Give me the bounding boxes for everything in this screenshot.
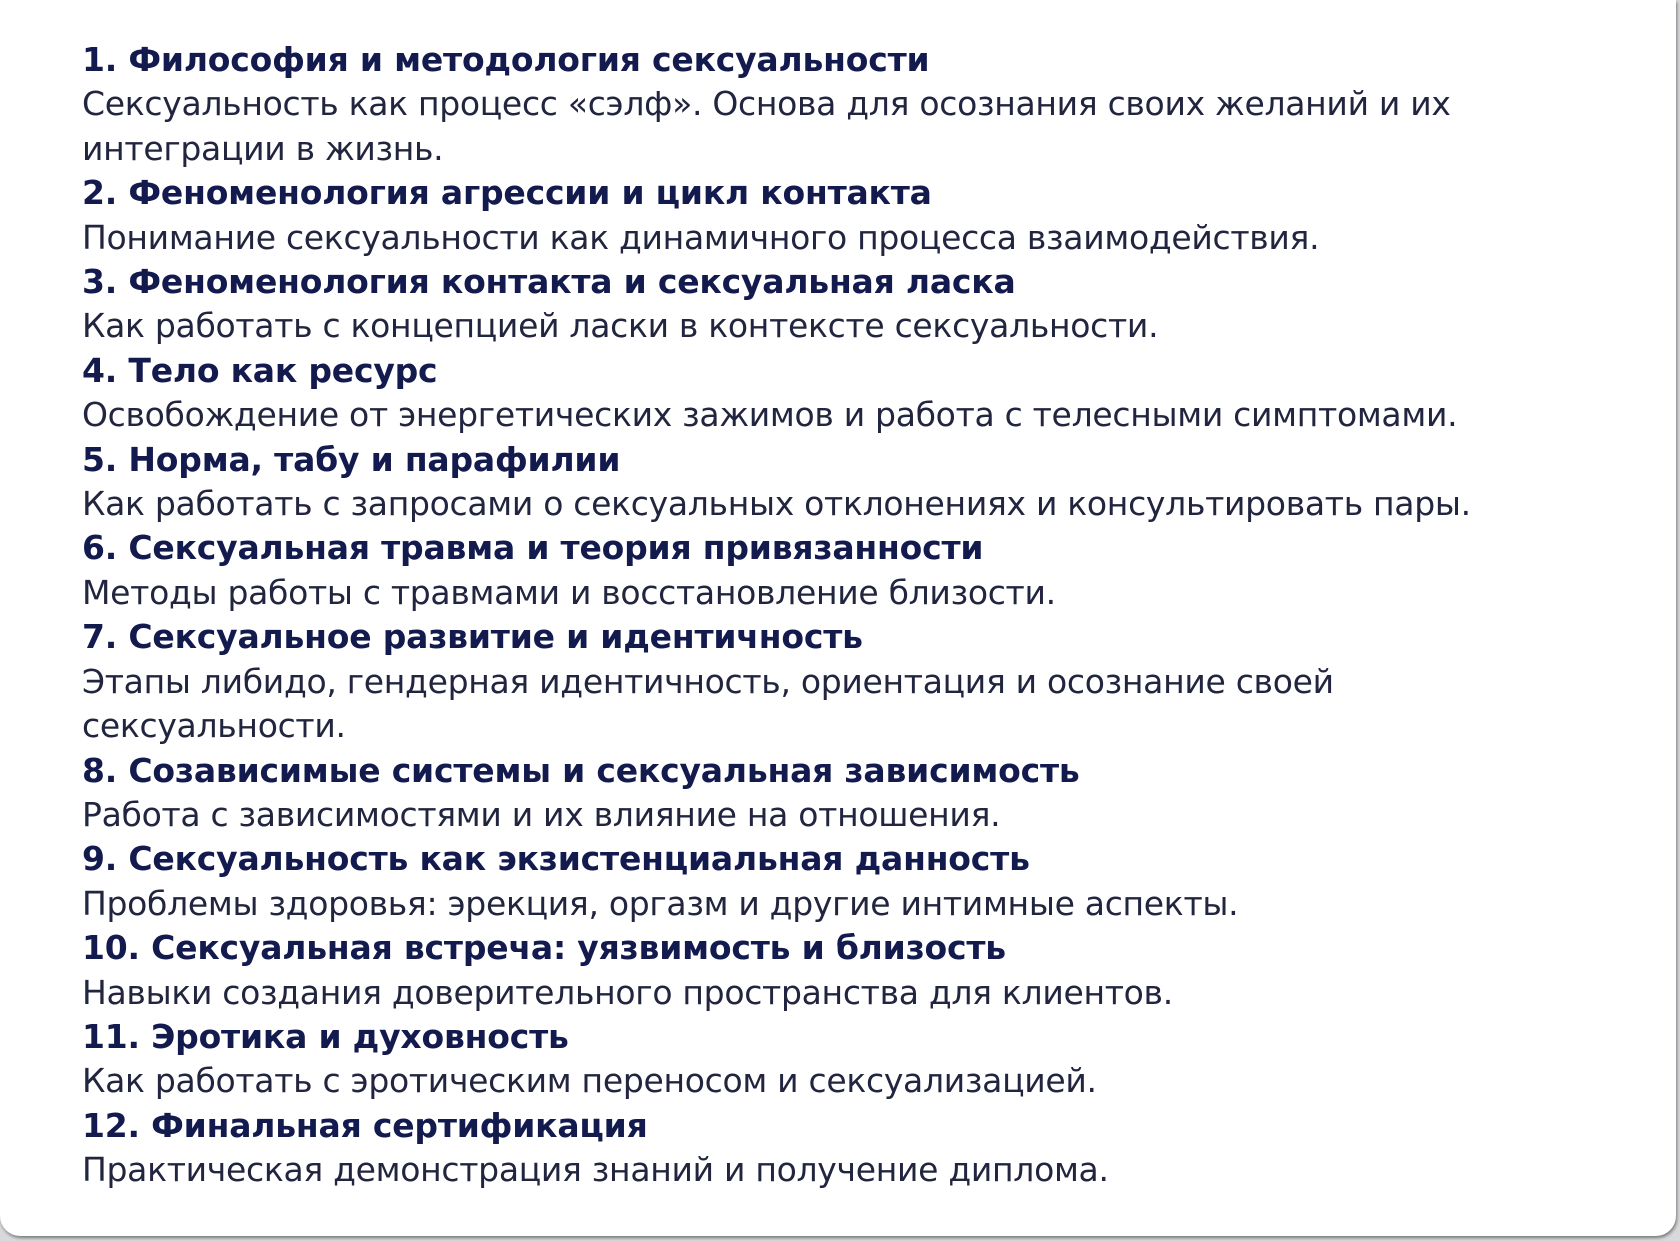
module-item <box>82 1104 1642 1193</box>
module-item <box>82 171 1642 260</box>
module-title: 12. Финальная сертификация <box>82 1105 648 1145</box>
module-title: 4. Тело как ресурс <box>82 350 438 390</box>
module-item <box>82 260 1642 349</box>
module-item <box>82 926 1642 1015</box>
module-title: 10. Сексуальная встреча: уязвимость и близость <box>82 928 1006 968</box>
module-title: 9. Сексуальность как экзистенциальная данность <box>82 839 1030 879</box>
module-list <box>82 38 1642 1193</box>
module-description: сексуальности. <box>82 706 346 746</box>
module-title: 8. Созависимые системы и сексуальная зависимость <box>82 750 1080 790</box>
module-description: Этапы либидо, гендерная идентичность, ориентация и осознание своей <box>82 661 1334 701</box>
module-item <box>82 38 1642 171</box>
module-description: интеграции в жизнь. <box>82 128 444 168</box>
module-item <box>82 749 1642 838</box>
module-item <box>82 349 1642 438</box>
module-description: Проблемы здоровья: эрекция, оргазм и другие интимные аспекты. <box>82 883 1239 923</box>
module-title: 3. Феноменология контакта и сексуальная ласка <box>82 262 1016 302</box>
module-item <box>82 438 1642 527</box>
module-description: Методы работы с травмами и восстановление близости. <box>82 572 1056 612</box>
module-description: Работа с зависимостями и их влияние на отношения. <box>82 794 1001 834</box>
module-description: Как работать с эротическим переносом и сексуализацией. <box>82 1061 1097 1101</box>
module-item <box>82 1015 1642 1104</box>
module-description: Понимание сексуальности как динамичного процесса взаимодействия. <box>82 217 1320 257</box>
module-description: Практическая демонстрация знаний и получение диплома. <box>82 1150 1109 1190</box>
module-item <box>82 526 1642 615</box>
module-title: 2. Феноменология агрессии и цикл контакта <box>82 173 932 213</box>
module-item <box>82 615 1642 748</box>
module-description: Навыки создания доверительного пространства для клиентов. <box>82 972 1173 1012</box>
module-description: Сексуальность как процесс «сэлф». Основа для осознания своих желаний и их <box>82 84 1451 124</box>
module-description: Как работать с концепцией ласки в контексте сексуальности. <box>82 306 1159 346</box>
module-description: Освобождение от энергетических зажимов и работа с телесными симптомами. <box>82 395 1458 435</box>
module-description: Как работать с запросами о сексуальных отклонениях и консультировать пары. <box>82 484 1471 524</box>
module-title: 5. Норма, табу и парафилии <box>82 439 621 479</box>
module-title: 6. Сексуальная травма и теория привязанности <box>82 528 984 568</box>
module-title: 7. Сексуальное развитие и идентичность <box>82 617 863 657</box>
module-item <box>82 837 1642 926</box>
module-title: 11. Эротика и духовность <box>82 1016 569 1056</box>
module-title: 1. Философия и методология сексуальности <box>82 40 930 79</box>
